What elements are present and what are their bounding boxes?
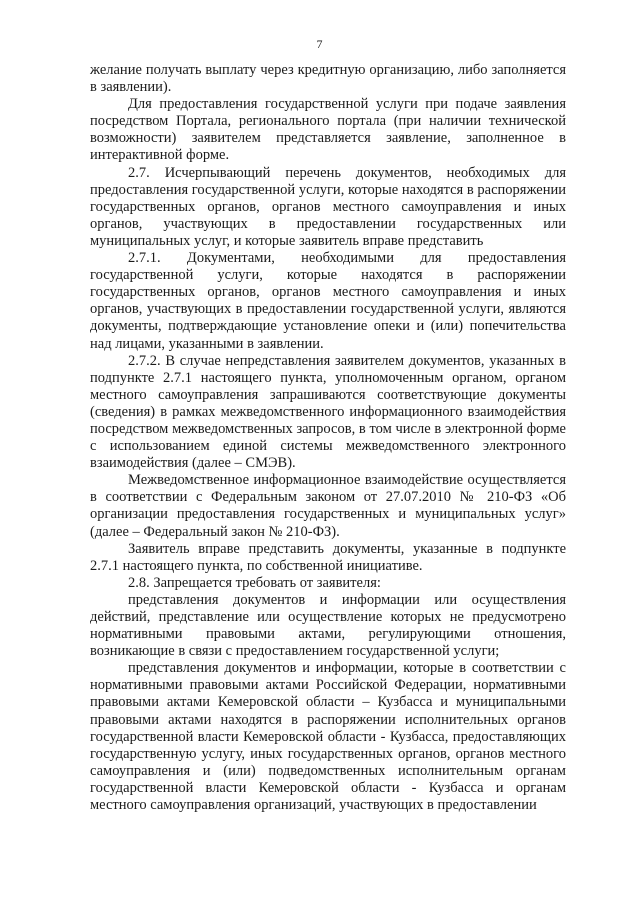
paragraph-section-2-8: 2.8. Запрещается требовать от заявителя: [128,574,381,591]
paragraph-section-2-7-1: 2.7.1. Документами, необходимыми для предоставления государственной услуги, которые находятся в распоряжении государственных органов, органов местного самоуправления и иных органов, участвующих в предоставлении государственной услуги, являются документы, подтверждающие установление опеки и (или) попечительства над лицами, указанными в заявлении. [90,250,566,352]
paragraph-portal-application: Для предоставления государственной услуги при подаче заявления посредством Портала, регионального портала (при наличии технической возможности) заявителем представляется заявление, заполненное в интерактивной форме. [90,96,566,164]
paragraph-continuation: желание получать выплату через кредитную организацию, либо заполняется в заявлении). [90,62,566,96]
paragraph-section-2-7-2: 2.7.2. В случае непредставления заявителем документов, указанных в подпункте 2.7.1 настоящего пункта, уполномоченным органом, органом местного самоуправления запрашиваются соответствующие документы (сведения) в рамках межведомственного информационного взаимодействия посредством межведомственных запросов, в том числе в электронной форме с использованием единой системы межведомственного электронного взаимодействия (далее – СМЭВ). [90,352,566,472]
paragraph-prohibition-1: представления документов и информации или осуществления действий, представление или осуществление которых не предусмотрено нормативными правовыми актами, регулирующими отношения, возникающие в связи с предоставлением государственной услуги; [90,591,566,660]
page-number: 7 [316,37,323,51]
paragraph-section-2-7: 2.7. Исчерпывающий перечень документов, необходимых для предоставления государственной услуги, которые находятся в распоряжении государственных органов, органов местного самоуправления и иных органов, участвующих в предоставлении государственных или муниципальных услуг, и которые заявитель вправе представить [90,164,566,249]
paragraph-interagency-interaction: Межведомственное информационное взаимодействие осуществляется в соответствии с Федеральным законом от 27.07.2010 № 210-ФЗ «Об организации предоставления государственных и муниципальных услуг» (далее – Федеральный закон № 210-ФЗ). [90,472,566,540]
document-body [90,62,566,814]
paragraph-own-initiative: Заявитель вправе представить документы, указанные в подпункте 2.7.1 настоящего пункта, по собственной инициативе. [90,540,566,574]
paragraph-prohibition-2: представления документов и информации, которые в соответствии с нормативными правовыми актами Российской Федерации, нормативными правовыми актами Кемеровской области – Кузбасса и муниципальными правовыми актами находятся в распоряжении исполнительных органов государственной власти Кемеровской области - Кузбасса, предоставляющих государственную услугу, иных государственных органов, органов местного самоуправления и (или) подведомственных исполнительным органам государственной власти Кемеровской области - Кузбасса и органам местного самоуправления организаций, участвующих в предоставлении [90,660,566,814]
